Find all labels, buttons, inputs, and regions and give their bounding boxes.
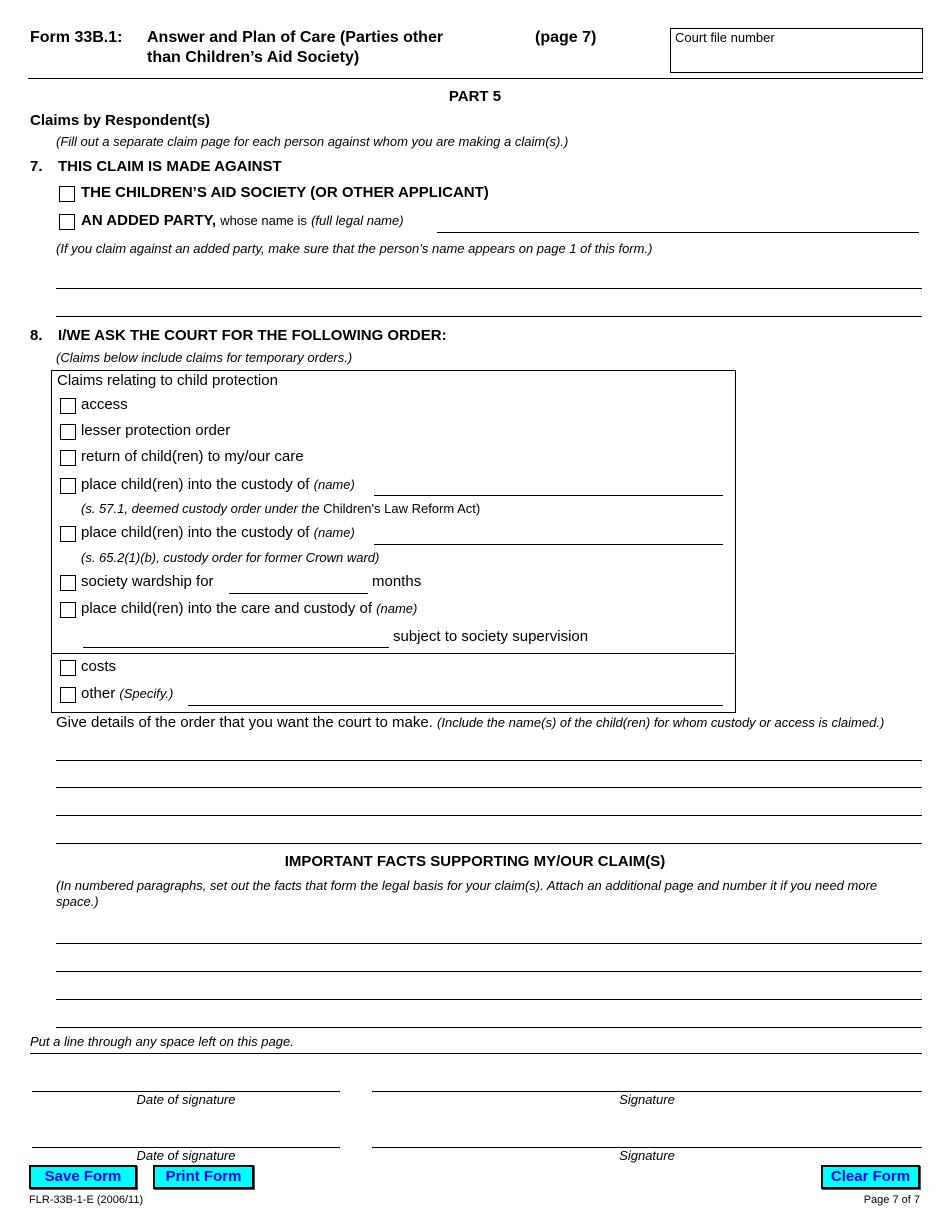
checkbox-care-custody[interactable] — [60, 602, 76, 618]
details-italic: (Include the name(s) of the child(ren) for whom custody or access is claimed.) — [437, 715, 885, 730]
checkbox-return-children[interactable] — [60, 450, 76, 466]
custody-652-name-label: (name) — [313, 525, 355, 540]
checkbox-cas[interactable] — [59, 186, 75, 202]
option-added-rest: whose name is — [220, 213, 307, 228]
return-children-label: return of child(ren) to my/our care — [81, 448, 304, 465]
checkbox-access[interactable] — [60, 398, 76, 414]
form-title-line1: Answer and Plan of Care (Parties other — [147, 29, 444, 46]
other-specify-field[interactable] — [188, 690, 723, 706]
page-number: Page 7 of 7 — [863, 1194, 920, 1206]
details-line-2[interactable] — [56, 787, 922, 788]
checkbox-other[interactable] — [60, 687, 76, 703]
wardship-months-field[interactable] — [229, 578, 368, 594]
signature-label-2: Signature — [619, 1148, 675, 1163]
care-custody-name-label: (name) — [376, 601, 418, 616]
note-652: (s. 65.2(1)(b), custody order for former Crown ward) — [81, 550, 380, 565]
other-label — [81, 685, 173, 702]
other-specify: (Specify.) — [119, 686, 174, 701]
custody-652-label — [81, 524, 355, 541]
custody-571-name-label: (name) — [313, 477, 355, 492]
access-label: access — [81, 396, 128, 413]
form-code: FLR-33B-1-E (2006/11) — [29, 1194, 144, 1206]
facts-line-2[interactable] — [56, 971, 922, 972]
form-title-line2: than Children’s Aid Society) — [147, 49, 360, 66]
custody-571-text: place child(ren) into the custody of — [81, 476, 310, 493]
save-form-button[interactable]: Save Form — [29, 1165, 137, 1189]
section7-number: 7. — [30, 158, 43, 175]
note-571-italic: (s. 57.1, deemed custody order under the — [81, 501, 320, 516]
facts-line-3[interactable] — [56, 999, 922, 1000]
option-added-italic: (full legal name) — [311, 213, 404, 228]
added-party-note: (If you claim against an added party, make sure that the person’s name appears on page 1 of this form.) — [56, 241, 653, 256]
clear-form-button[interactable]: Clear Form — [821, 1165, 920, 1189]
facts-line-4[interactable] — [56, 1027, 922, 1028]
custody-571-name-field[interactable] — [374, 480, 723, 496]
print-form-button[interactable]: Print Form — [153, 1165, 254, 1189]
page-label: (page 7) — [535, 29, 597, 46]
details-instruction — [56, 714, 884, 731]
note-571-act: Children's Law Reform Act) — [323, 501, 481, 516]
form-number: Form 33B.1: — [30, 29, 123, 46]
option-cas-label: THE CHILDREN’S AID SOCIETY (OR OTHER APPLICANT) — [81, 184, 489, 201]
section7-heading: THIS CLAIM IS MADE AGAINST — [58, 158, 282, 175]
society-wardship-label: society wardship for — [81, 573, 214, 590]
line-through-note: Put a line through any space left on this page. — [30, 1034, 294, 1049]
care-custody-name-field[interactable] — [83, 632, 389, 648]
details-line-1[interactable] — [56, 760, 922, 761]
date-signature-label-1: Date of signature — [136, 1092, 236, 1107]
custody-571-label — [81, 476, 355, 493]
supervision-label: subject to society supervision — [393, 628, 589, 645]
facts-line-1[interactable] — [56, 943, 922, 944]
note-571 — [81, 501, 480, 516]
custody-652-name-field[interactable] — [374, 529, 723, 545]
lesser-protection-label: lesser protection order — [81, 422, 231, 439]
signature-label-1: Signature — [619, 1092, 675, 1107]
claim7-line-2[interactable] — [56, 316, 922, 317]
checkbox-added-party[interactable] — [59, 214, 75, 230]
header-divider — [28, 78, 923, 79]
checkbox-lesser-protection[interactable] — [60, 424, 76, 440]
claim7-line-1[interactable] — [56, 288, 922, 289]
court-file-number-box[interactable] — [670, 28, 923, 73]
section8-subnote: (Claims below include claims for temporary orders.) — [56, 350, 353, 365]
other-text: other — [81, 685, 116, 702]
option-added-party-label — [81, 212, 404, 229]
claims-box-title: Claims relating to child protection — [57, 372, 278, 389]
added-party-name-field[interactable] — [437, 217, 919, 233]
section8-heading: I/WE ASK THE COURT FOR THE FOLLOWING ORDER: — [58, 327, 447, 344]
claims-box-divider — [51, 653, 736, 654]
facts-instruction: (In numbered paragraphs, set out the facts that form the legal basis for your claim(s). Attach an additional page and number it if you need more space.) — [56, 878, 878, 909]
details-line-4[interactable] — [56, 843, 922, 844]
custody-652-text: place child(ren) into the custody of — [81, 524, 310, 541]
date-signature-label-2: Date of signature — [136, 1148, 236, 1163]
line-through-divider — [30, 1053, 922, 1054]
claims-heading: Claims by Respondent(s) — [30, 112, 211, 129]
claims-instruction: (Fill out a separate claim page for each person against whom you are making a claim(s).) — [56, 134, 569, 149]
checkbox-costs[interactable] — [60, 660, 76, 676]
part-heading: PART 5 — [448, 88, 502, 105]
court-file-label: Court file number — [675, 30, 775, 45]
facts-heading: IMPORTANT FACTS SUPPORTING MY/OUR CLAIM(S) — [284, 853, 666, 870]
costs-label: costs — [81, 658, 117, 675]
details-line-3[interactable] — [56, 815, 922, 816]
option-added-bold: AN ADDED PARTY, — [81, 212, 217, 229]
care-custody-text: place child(ren) into the care and custody of — [81, 600, 372, 617]
months-label: months — [372, 573, 422, 590]
care-custody-label — [81, 600, 417, 617]
checkbox-custody-571[interactable] — [60, 478, 76, 494]
section8-number: 8. — [30, 327, 43, 344]
checkbox-custody-652[interactable] — [60, 526, 76, 542]
details-lead: Give details of the order that you want the court to make. — [56, 714, 433, 731]
checkbox-society-wardship[interactable] — [60, 575, 76, 591]
